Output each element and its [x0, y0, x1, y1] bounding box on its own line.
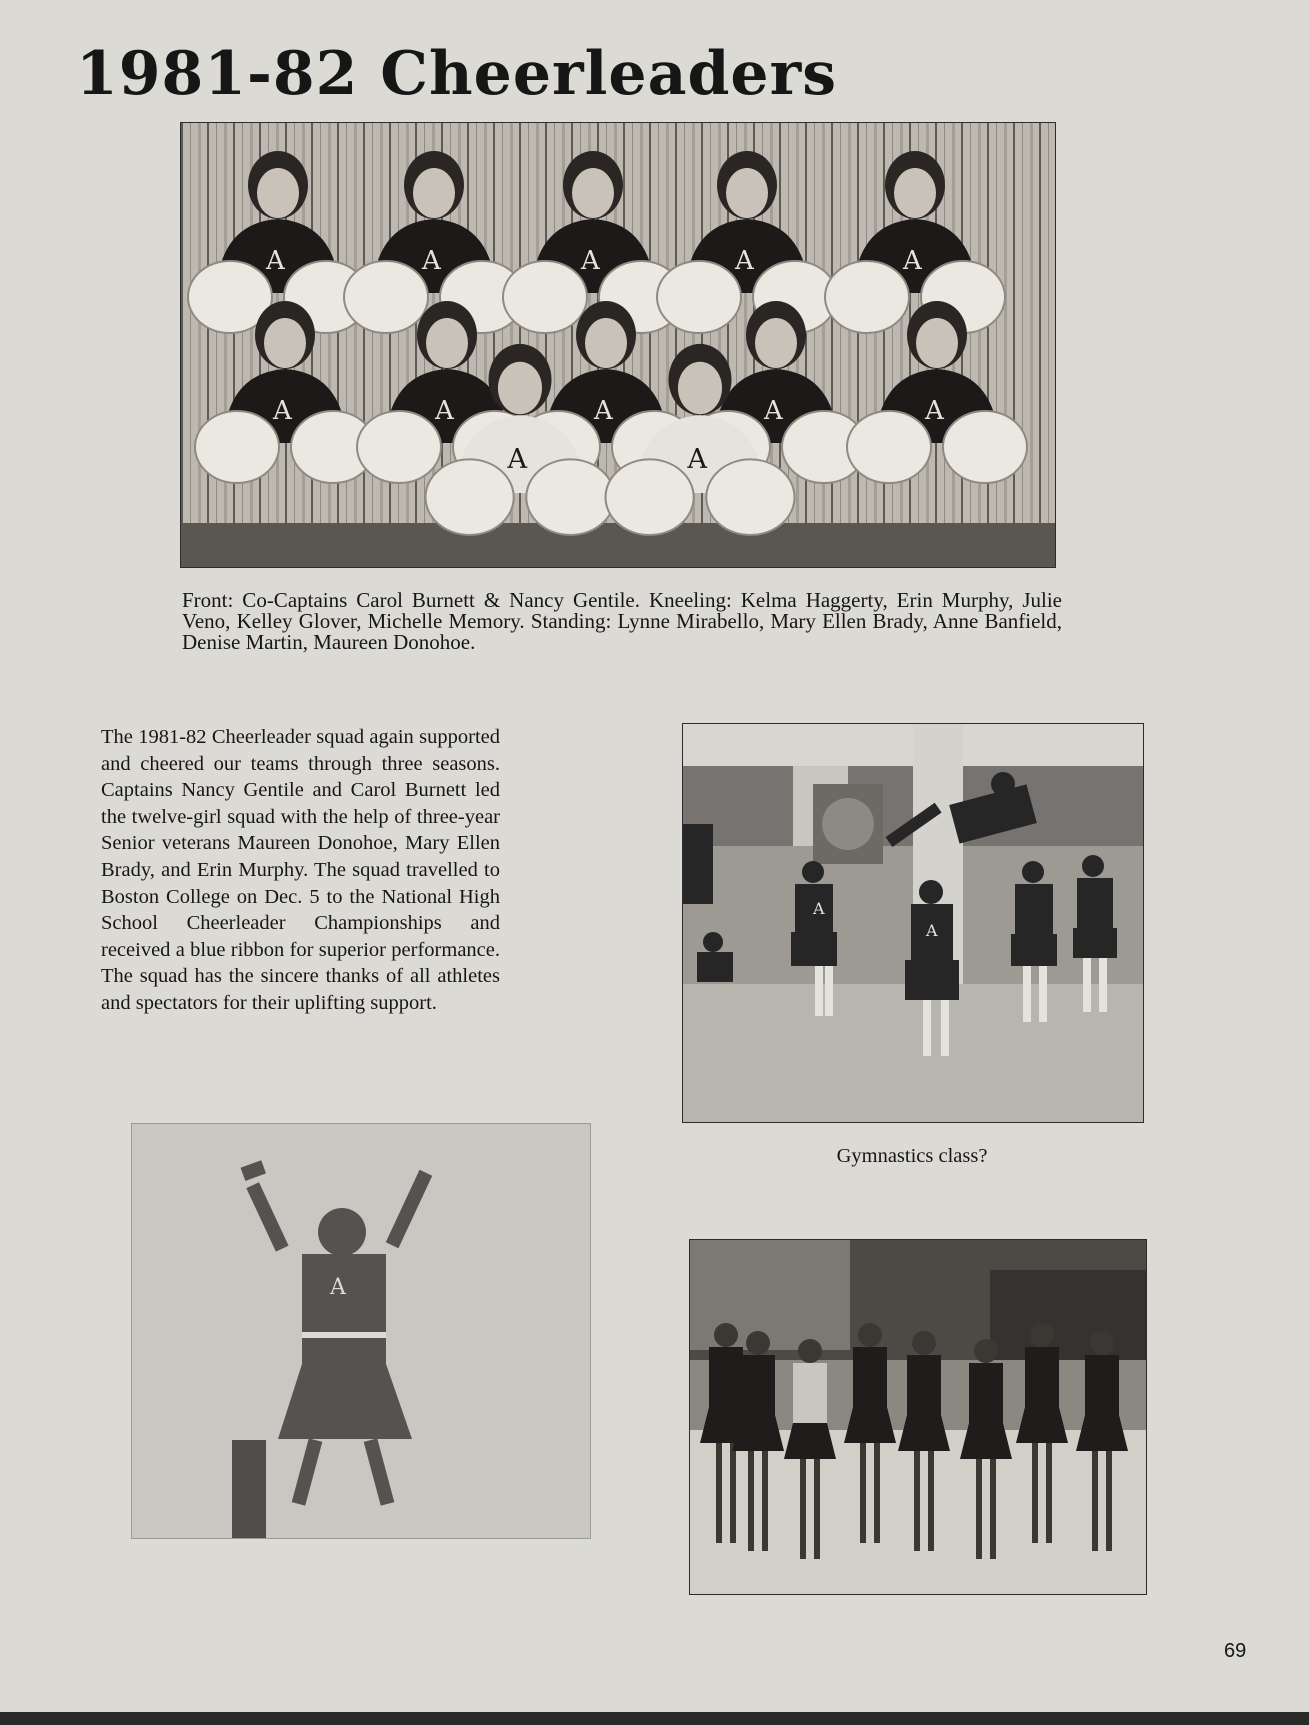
gymnastics-class-photo [682, 723, 1144, 1123]
page-title: 1981-82 Cheerleaders [76, 39, 837, 109]
svg-text:A: A [925, 396, 944, 426]
svg-text:A: A [735, 246, 754, 276]
gymnastics-photo-caption: Gymnastics class? [836, 1145, 988, 1167]
svg-text:A: A [903, 246, 922, 276]
svg-text:A: A [266, 246, 285, 276]
scan-edge-band [0, 1712, 1309, 1725]
svg-text:A: A [330, 1275, 346, 1300]
field-cheerleaders-photo [689, 1239, 1147, 1595]
cheerleader-story-text: The 1981-82 Cheerleader squad again supported and cheered our teams through three seasons. Captains Nancy Gentile and Carol Burnett led the twelve-girl squad with the help of three-year Senior veterans Maureen Donohoe, Mary Ellen Brady, and Erin Murphy. The squad travelled to Boston College on Dec. 5 to the National High School Cheerleader Championships and received a blue ribbon for superior performance. The squad has the sincere thanks of all athletes and spectators for their uplifting support. [101, 726, 500, 1014]
svg-text:A: A [926, 921, 938, 940]
svg-text:A: A [507, 443, 528, 475]
squad-group-photo [180, 122, 1056, 568]
svg-text:A: A [435, 396, 454, 426]
svg-text:A: A [687, 443, 708, 475]
page-number: 69 [1224, 1640, 1247, 1662]
svg-text:A: A [581, 246, 600, 276]
svg-text:A: A [594, 396, 613, 426]
jumping-cheerleader-photo [131, 1123, 591, 1539]
svg-text:A: A [764, 396, 783, 426]
svg-text:A: A [422, 246, 441, 276]
svg-text:A: A [813, 899, 825, 918]
squad-photo-caption: Front: Co-Captains Carol Burnett & Nancy Gentile. Kneeling: Kelma Haggerty, Erin Murphy, Julie Veno, Kelley Glover, Michelle Memory. Standing: Lynne Mirabello, Mary Ellen Brady, Anne Banfield, Denise Martin, Maureen Donohoe. [182, 588, 1062, 654]
svg-text:A: A [273, 396, 292, 426]
